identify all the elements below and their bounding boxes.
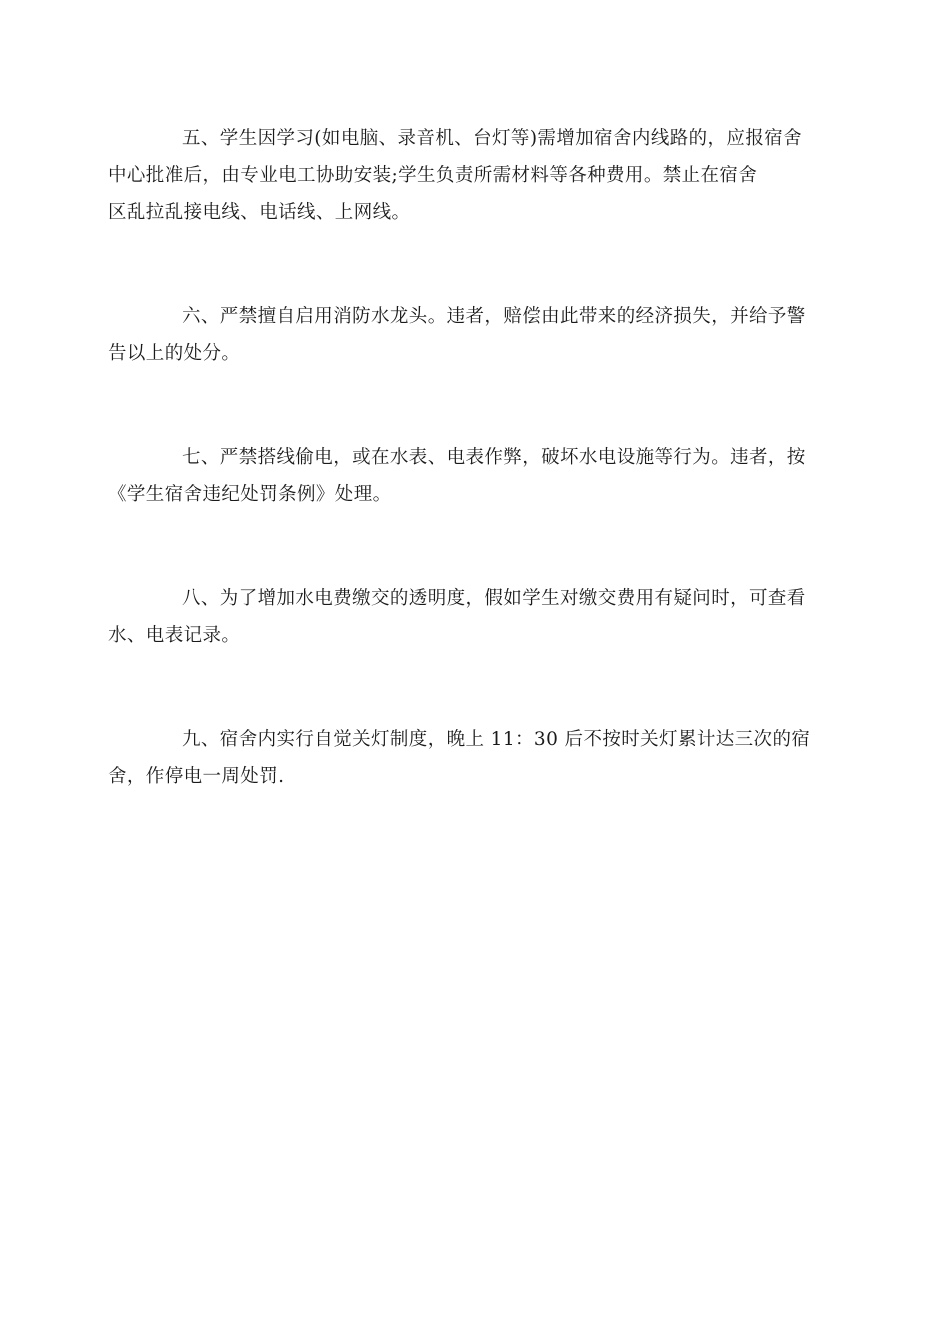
paragraph-line: 区乱拉乱接电线、电话线、上网线。: [108, 202, 411, 223]
paragraph-line: 舍，作停电一周处罚.: [108, 766, 285, 787]
paragraph-line: 六、严禁擅自启用消防水龙头。违者，赔偿由此带来的经济损失，并给予警: [182, 306, 806, 327]
paragraph-6: [108, 298, 810, 372]
paragraph-line: 水、电表记录。: [108, 625, 241, 646]
paragraph-line: 七、严禁搭线偷电，或在水表、电表作弊，破坏水电设施等行为。违者，按: [182, 447, 806, 468]
paragraph-line: 中心批准后，由专业电工协助安装;学生负责所需材料等各种费用。禁止在宿舍: [108, 165, 758, 186]
paragraph-line: 《学生宿舍违纪处罚条例》处理。: [108, 484, 392, 505]
paragraph-9: [108, 721, 811, 795]
paragraph-7: [108, 439, 810, 513]
paragraph-line: 告以上的处分。: [108, 343, 241, 364]
paragraph-line: 五、学生因学习(如电脑、录音机、台灯等)需增加宿舍内线路的，应报宿舍: [182, 128, 803, 149]
document-body: [108, 120, 811, 795]
paragraph-5: [108, 120, 810, 231]
paragraph-line: 八、为了增加水电费缴交的透明度，假如学生对缴交费用有疑问时，可查看: [182, 588, 806, 609]
paragraph-8: [108, 580, 810, 654]
paragraph-line: 九、宿舍内实行自觉关灯制度，晚上 11：30 后不按时关灯累计达三次的宿: [182, 729, 811, 750]
